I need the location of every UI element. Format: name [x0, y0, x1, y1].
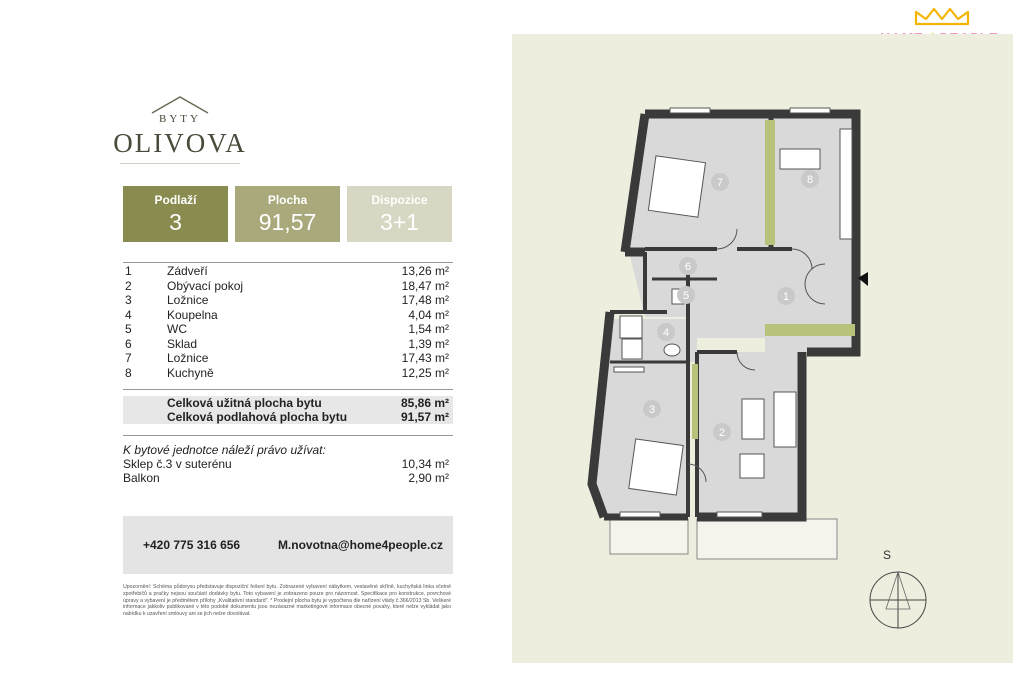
- table-row: [123, 351, 453, 366]
- total-area: 91,57 m²: [400, 410, 449, 424]
- room-name: WC: [167, 322, 187, 336]
- logo-roof-icon: [150, 95, 210, 115]
- room-number: 7: [125, 351, 132, 365]
- stat-area-label: Plocha: [267, 193, 308, 207]
- total-name: Celková podlahová plocha bytu: [167, 410, 348, 424]
- logo-subtitle: BYTY: [159, 113, 201, 125]
- room-number: 1: [125, 264, 132, 278]
- room-number: 2: [125, 278, 132, 293]
- stat-area-value: 91,57: [258, 209, 317, 235]
- stat-layout: [347, 186, 452, 242]
- room-area: 17,43 m²: [401, 351, 449, 365]
- compass-label: S: [883, 548, 892, 562]
- room-area: 17,48 m²: [401, 293, 449, 307]
- room-area: 18,47 m²: [401, 278, 449, 293]
- stat-floor: [123, 186, 228, 242]
- room-area: 12,25 m²: [401, 365, 449, 380]
- table-row: [123, 322, 453, 337]
- room-marker-label: 3: [648, 404, 656, 416]
- room-marker-label: 6: [684, 261, 692, 273]
- total-name: Celková užitná plocha bytu: [167, 396, 322, 410]
- stat-floor-label: Podlaží: [154, 193, 197, 207]
- room-name: Kuchyně: [167, 365, 214, 380]
- room-marker-label: 5: [682, 290, 690, 302]
- rights-area: 2,90 m²: [408, 471, 449, 485]
- room-area: 13,26 m²: [401, 264, 449, 278]
- table-row: [123, 337, 453, 352]
- total-floor-row: [123, 410, 453, 424]
- rights-title: K bytové jednotce náleží právo užívat:: [123, 443, 326, 457]
- room-number: 3: [125, 293, 132, 307]
- room-area: 4,04 m²: [408, 307, 449, 322]
- room-marker-label: 2: [718, 427, 726, 439]
- logo-divider: [120, 163, 240, 164]
- table-mid-rule: [123, 389, 453, 390]
- crown-icon: [912, 6, 972, 28]
- room-area: 1,39 m²: [408, 336, 449, 351]
- room-number: 5: [125, 322, 132, 336]
- room-name: Zádveří: [167, 264, 208, 278]
- room-area: 1,54 m²: [408, 322, 449, 336]
- rights-row: [123, 457, 453, 471]
- stat-layout-label: Dispozice: [371, 193, 428, 207]
- total-usable-row: [123, 396, 453, 410]
- room-name: Koupelna: [167, 307, 218, 322]
- stat-area: [235, 186, 340, 242]
- total-area: 85,86 m²: [400, 396, 449, 410]
- room-marker-label: 8: [806, 174, 814, 186]
- room-name: Sklad: [167, 336, 198, 351]
- compass-icon: [870, 572, 926, 628]
- room-marker-label: 7: [716, 177, 724, 189]
- floor-plan: [512, 34, 1013, 663]
- stat-floor-value: 3: [169, 209, 182, 235]
- contact-phone[interactable]: +420 775 316 656: [143, 538, 241, 552]
- bedroom-wardrobe: [692, 364, 698, 439]
- room-number: 4: [125, 307, 132, 322]
- table-top-rule: [123, 262, 453, 263]
- table-row: [123, 264, 453, 279]
- room-table: [123, 264, 453, 380]
- room-number: 6: [125, 336, 132, 351]
- table-bottom-rule: [123, 435, 453, 436]
- disclaimer-text: Upozornění: Schéma půdorysu představuje dispoziční řešení bytu. Zobrazené vybavení nábytkem, vestavěné skříně, kuchyňská linka včetně spotřebičů a pračky nejsou součástí dodávky bytu. Toto vybavení je zobrazeno pouze pro názornost. Specifikace pro konstrukce, povrchové úpravy a vybavení je předmětem přílohy „Kvalitativní standard". * Prodejní plocha bytu je vypočtena dle nařízení vlády č.366/2013 Sb. Veškeré informace jakkoliv publikované v této podobě dokumentu jsou nezávazné marketingové informace obecné povahy, které nelze vykládat jako nabídku k uzavření smlouvy ani se jich nelze dovolávat.: [123, 584, 451, 618]
- contact-email[interactable]: M.novotna@home4people.cz: [277, 538, 443, 552]
- wardrobe: [765, 120, 775, 245]
- contact-box: [123, 516, 453, 574]
- rights-row: [123, 471, 453, 485]
- rights-area: 10,34 m²: [401, 457, 449, 471]
- rights-name: Sklep č.3 v suterénu: [123, 457, 232, 471]
- room-name: Ložnice: [167, 293, 209, 307]
- stat-layout-value: 3+1: [379, 209, 419, 235]
- room-marker-label: 1: [782, 291, 790, 303]
- room-name: Obývací pokoj: [167, 278, 244, 293]
- table-row: [123, 308, 453, 323]
- room-name: Ložnice: [167, 351, 209, 365]
- logo-title: OLIVOVA: [113, 128, 247, 158]
- hall-wardrobe: [765, 324, 855, 336]
- table-row: [123, 293, 453, 308]
- rights-name: Balkon: [123, 471, 160, 485]
- table-row: [123, 279, 453, 294]
- table-row: [123, 366, 453, 381]
- room-number: 8: [125, 365, 132, 380]
- room-marker-label: 4: [662, 327, 670, 339]
